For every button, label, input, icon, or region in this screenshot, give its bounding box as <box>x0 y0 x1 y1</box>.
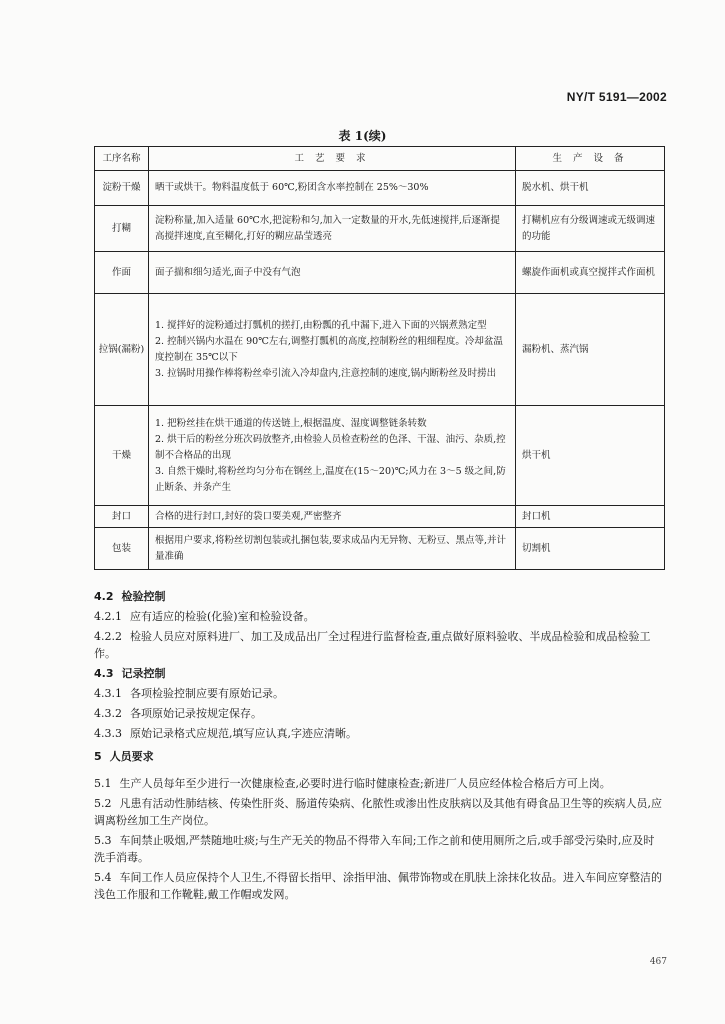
table-row <box>95 171 665 206</box>
step-name: 打糊 <box>95 206 149 252</box>
clause-5-1: 5.1 生产人员每年至少进行一次健康检查,必要时进行临时健康检查;新进厂人员应经体检合格后方可上岗。 <box>94 777 611 790</box>
step-name: 作面 <box>95 252 149 294</box>
step-name: 包装 <box>95 528 149 570</box>
step-requirements: 合格的进行封口,封好的袋口要美观,严密整齐 <box>149 506 516 528</box>
step-requirements: 根据用户要求,将粉丝切割包装或扎捆包装,要求成品内无异物、无粉豆、黑点等,并计量准确 <box>149 528 516 570</box>
standard-number: NY/T 5191—2002 <box>566 90 667 104</box>
step-name: 封口 <box>95 506 149 528</box>
section-heading-4-3: 4.3 记录控制 <box>94 667 166 680</box>
step-name: 淀粉干燥 <box>95 171 149 206</box>
clause-4-2-2: 4.2.2 检验人员应对原料进厂、加工及成品出厂全过程进行监督检查,重点做好原料验收、半成品检验和成品检验工作。 <box>94 630 651 660</box>
step-equipment: 封口机 <box>516 506 665 528</box>
column-header-step: 工序名称 <box>95 147 149 171</box>
table-row <box>95 252 665 294</box>
table-header-row <box>95 147 665 171</box>
step-requirements: 淀粉称量,加入适量 60℃水,把淀粉和匀,加入一定数量的开水,先低速搅拌,后逐渐提高搅拌速度,直至糊化,打好的糊应晶莹透亮 <box>149 206 516 252</box>
step-requirements: 晒干或烘干。物料温度低于 60℃,粉团含水率控制在 25%～30% <box>149 171 516 206</box>
step-name: 拉锅(漏粉) <box>95 294 149 406</box>
table-row <box>95 528 665 570</box>
process-table <box>94 146 665 570</box>
column-header-equipment: 生 产 设 备 <box>516 147 665 171</box>
section-heading-4-2: 4.2 检验控制 <box>94 590 166 603</box>
step-equipment: 烘干机 <box>516 406 665 506</box>
table-row <box>95 206 665 252</box>
body-text <box>94 588 665 906</box>
step-equipment: 螺旋作面机或真空搅拌式作面机 <box>516 252 665 294</box>
column-header-requirements: 工 艺 要 求 <box>149 147 516 171</box>
step-equipment: 切割机 <box>516 528 665 570</box>
step-equipment: 打糊机应有分级调速或无级调速的功能 <box>516 206 665 252</box>
table-row <box>95 294 665 406</box>
page-number: 467 <box>649 957 667 967</box>
step-equipment: 脱水机、烘干机 <box>516 171 665 206</box>
clause-5-2: 5.2 凡患有活动性肺结核、传染性肝炎、肠道传染病、化脓性或渗出性皮肤病以及其他有碍食品卫生等的疾病人员,应调离粉丝加工生产岗位。 <box>94 797 662 827</box>
clause-4-3-3: 4.3.3 原始记录格式应规范,填写应认真,字迹应清晰。 <box>94 727 357 740</box>
step-requirements: 面子揣和细匀适光,面子中没有气泡 <box>149 252 516 294</box>
clause-5-4: 5.4 车间工作人员应保持个人卫生,不得留长指甲、涂指甲油、佩带饰物或在肌肤上涂抹化妆品。进入车间应穿整洁的浅色工作服和工作靴鞋,戴工作帽或发网。 <box>94 871 662 901</box>
section-heading-5: 5 人员要求 <box>94 750 154 763</box>
step-equipment: 漏粉机、蒸汽锅 <box>516 294 665 406</box>
clause-4-3-2: 4.3.2 各项原始记录按规定保存。 <box>94 707 262 720</box>
clause-4-2-1: 4.2.1 应有适应的检验(化验)室和检验设备。 <box>94 610 315 623</box>
step-name: 干燥 <box>95 406 149 506</box>
table-row <box>95 506 665 528</box>
table-row <box>95 406 665 506</box>
clause-5-3: 5.3 车间禁止吸烟,严禁随地吐痰;与生产无关的物品不得带入车间;工作之前和使用厕所之后,或手部受污染时,应及时洗手消毒。 <box>94 834 655 864</box>
clause-4-3-1: 4.3.1 各项检验控制应要有原始记录。 <box>94 687 284 700</box>
step-requirements: 1. 把粉丝挂在烘干通道的传送链上,根据温度、湿度调整链条转数 2. 烘干后的粉丝分班次码放整齐,由检验人员检查粉丝的色泽、干湿、油污、杂质,控制不合格品的出现 3. 自然干燥时,将粉丝均匀分布在钢丝上,温度在(15～20)℃;风力在 3～5 级之间,防止断条、并条产生 <box>149 406 516 506</box>
table-caption: 表 1(续) <box>338 129 387 143</box>
step-requirements: 1. 搅拌好的淀粉通过打瓢机的搓打,由粉瓢的孔中漏下,进入下面的兴锅煮熟定型 2. 控制兴锅内水温在 90℃左右,调整打瓢机的高度,控制粉丝的粗细程度。冷却盆温度控制在 35℃以下 3. 拉锅时用操作棒将粉丝牵引流入冷却盘内,注意控制的速度,锅内断粉丝及时捞出 <box>149 294 516 406</box>
